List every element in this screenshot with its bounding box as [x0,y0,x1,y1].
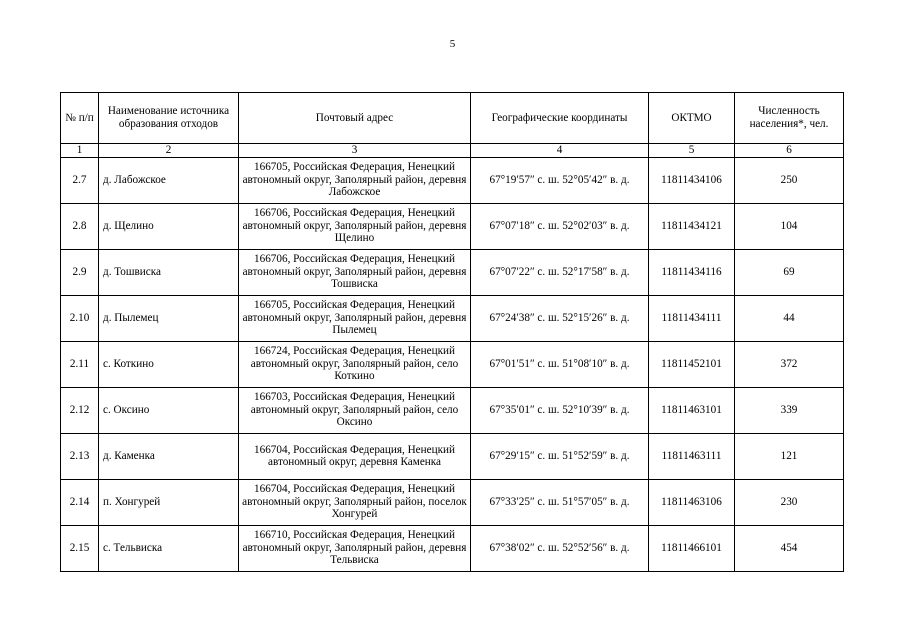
population: 44 [735,295,844,341]
page-number: 5 [449,38,456,50]
population: 454 [735,525,844,571]
population: 250 [735,157,844,203]
column-number: 5 [649,144,735,158]
postal-address: 166704, Российская Федерация, Ненецкий автономный округ, Заполярный район, поселок Хонгурей [239,479,471,525]
table-row [61,157,844,203]
postal-address: 166710, Российская Федерация, Ненецкий автономный округ, Заполярный район, деревня Тельвиска [239,525,471,571]
coordinates: 67°35′01″ с. ш. 52°10′39″ в. д. [471,387,649,433]
row-number: 2.11 [61,341,99,387]
header-cell: Наименование источника образования отходов [99,93,239,144]
coordinates: 67°19′57″ с. ш. 52°05′42″ в. д. [471,157,649,203]
table-row [61,479,844,525]
source-name: п. Хонгурей [99,479,239,525]
oktmo-code: 11811434116 [649,249,735,295]
population: 339 [735,387,844,433]
source-name: д. Лабожское [99,157,239,203]
coordinates: 67°01′51″ с. ш. 51°08′10″ в. д. [471,341,649,387]
header-cell: Численность населения*, чел. [735,93,844,144]
population: 69 [735,249,844,295]
postal-address: 166706, Российская Федерация, Ненецкий автономный округ, Заполярный район, деревня Щелино [239,203,471,249]
source-name: д. Каменка [99,433,239,479]
column-number: 3 [239,144,471,158]
postal-address: 166724, Российская Федерация, Ненецкий автономный округ, Заполярный район, село Коткино [239,341,471,387]
source-name: с. Оксино [99,387,239,433]
oktmo-code: 11811434121 [649,203,735,249]
source-name: с. Тельвиска [99,525,239,571]
source-name: д. Щелино [99,203,239,249]
oktmo-code: 11811463106 [649,479,735,525]
source-name: с. Коткино [99,341,239,387]
postal-address: 166703, Российская Федерация, Ненецкий автономный округ, Заполярный район, село Оксино [239,387,471,433]
header-cell: ОКТМО [649,93,735,144]
column-number: 4 [471,144,649,158]
table-row [61,525,844,571]
oktmo-code: 11811434106 [649,157,735,203]
table-row [61,295,844,341]
table-row [61,341,844,387]
row-number: 2.15 [61,525,99,571]
postal-address: 166704, Российская Федерация, Ненецкий автономный округ, деревня Каменка [239,433,471,479]
table-header-row [61,93,844,144]
coordinates: 67°38′02″ с. ш. 52°52′56″ в. д. [471,525,649,571]
waste-sources-table [60,92,844,572]
column-number: 2 [99,144,239,158]
column-number: 6 [735,144,844,158]
table-row [61,203,844,249]
row-number: 2.9 [61,249,99,295]
coordinates: 67°33′25″ с. ш. 51°57′05″ в. д. [471,479,649,525]
row-number: 2.14 [61,479,99,525]
oktmo-code: 11811463111 [649,433,735,479]
oktmo-code: 11811466101 [649,525,735,571]
source-name: д. Пылемец [99,295,239,341]
population: 104 [735,203,844,249]
row-number: 2.10 [61,295,99,341]
column-number: 1 [61,144,99,158]
table-row [61,387,844,433]
oktmo-code: 11811434111 [649,295,735,341]
coordinates: 67°29′15″ с. ш. 51°52′59″ в. д. [471,433,649,479]
postal-address: 166705, Российская Федерация, Ненецкий автономный округ, Заполярный район, деревня Пылемец [239,295,471,341]
table-row [61,433,844,479]
oktmo-code: 11811463101 [649,387,735,433]
population: 372 [735,341,844,387]
row-number: 2.8 [61,203,99,249]
coordinates: 67°07′22″ с. ш. 52°17′58″ в. д. [471,249,649,295]
row-number: 2.7 [61,157,99,203]
coordinates: 67°24′38″ с. ш. 52°15′26″ в. д. [471,295,649,341]
row-number: 2.12 [61,387,99,433]
row-number: 2.13 [61,433,99,479]
population: 121 [735,433,844,479]
oktmo-code: 11811452101 [649,341,735,387]
postal-address: 166706, Российская Федерация, Ненецкий автономный округ, Заполярный район, деревня Тошвиска [239,249,471,295]
header-cell: Географические координаты [471,93,649,144]
population: 230 [735,479,844,525]
postal-address: 166705, Российская Федерация, Ненецкий автономный округ, Заполярный район, деревня Лабожское [239,157,471,203]
column-number-row [61,144,844,158]
header-cell: Почтовый адрес [239,93,471,144]
source-name: д. Тошвиска [99,249,239,295]
header-cell: № п/п [61,93,99,144]
coordinates: 67°07′18″ с. ш. 52°02′03″ в. д. [471,203,649,249]
table-row [61,249,844,295]
